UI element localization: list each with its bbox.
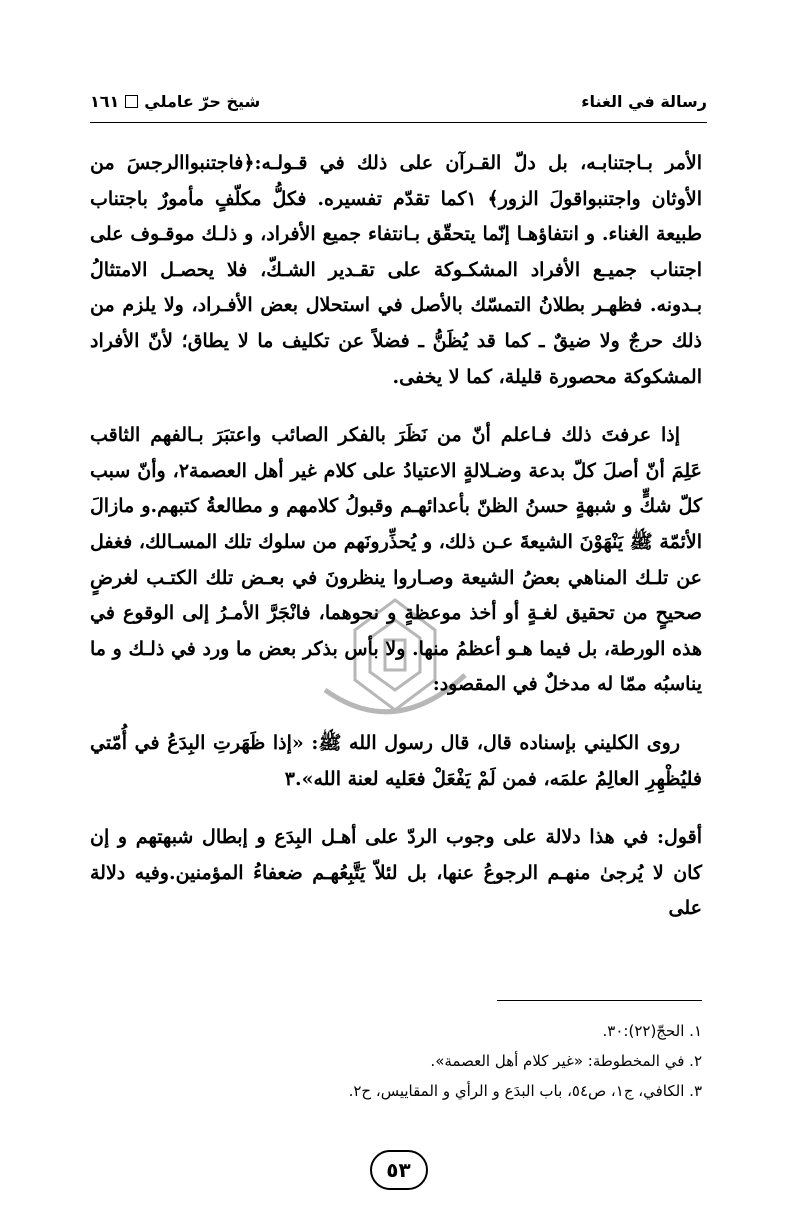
footnote-3: ٣. الكافي، ج١، ص٥٤، باب البدَع و الرأي و المقاييس، ح٢. xyxy=(348,1082,702,1100)
square-ornament-icon xyxy=(125,95,138,108)
footnote-2: ٢. في المخطوطة: «غير كلام أهل العصمة». xyxy=(430,1052,702,1070)
paragraph-3-hadith: روى الكليني بإسناده قال، قال رسول الله ﷺ: «إذا ظَهَرتِ البِدَعُ في أُمّتي فليُظْهِرِ العالِمُ علمَه، فمن لَمْ يَفْعَلْ فعَليه لعنة الله».٣ xyxy=(90,731,702,790)
page-number-wrap xyxy=(0,1150,797,1190)
footnotes xyxy=(90,1016,702,1106)
header-author-name: شيخ حرّ عاملي xyxy=(144,92,261,111)
header-title: رسالة في الغناء xyxy=(581,92,707,111)
running-header xyxy=(90,92,707,122)
paragraph-1: الأمر بـاجتنابـه، بل دلّ القـرآن على ذلك في قـولـه:﴿فاجتنبواالرجسَ من الأوثان واجتنبواقولَ الزور﴾ ١كما تقدّم تفسيره. فكلُّ مكلّفٍ مأمورٌ باجتناب طبيعة الغناء. و انتفاؤهـا إنّما يتحقّق بـانتفاء جميع الأفراد، و ذلـك موقـوف على اجتناب جميـع الأفراد المشكـوكة على تقـدير الشـكّ، فلا يحصـل الامتثالُ بـدونه. فظهـر بطلانُ التمسّك بالأصل في استحلال بعض الأفـراد، ولا يلزم من ذلك حرجٌ ولا ضيقٌ ـ كما قد يُظَنُّ ـ فضلاً عن تكليف ما لا يطاق؛ لأنّ الأفراد المشكوكة محصورة قليلة، كما لا يخفى. xyxy=(90,152,702,388)
page-number: ٥٣ xyxy=(370,1150,428,1190)
footnote-1: ١. الحجّ(٢٢):٣٠. xyxy=(602,1022,702,1040)
main-text xyxy=(90,146,702,950)
header-page-ref: ١٦١ xyxy=(90,92,120,111)
header-divider xyxy=(90,122,707,123)
footnote-divider xyxy=(497,1000,702,1001)
header-author xyxy=(90,92,260,111)
paragraph-4: أقول: في هذا دلالة على وجوب الردّ على أهـل البِدَع و إبطال شبهتهم و إن كان لا يُرجىٰ منهـم الرجوعُ عنها، بل لئلاّ يَتَّبِعُهـم ضعفاءُ المؤمنين.وفيه دلالة على xyxy=(90,826,702,920)
paragraph-2: إذا عرفتَ ذلك فـاعلم أنّ من نَظَرَ بالفكر الصائب واعتبَرَ بـالفهم الثاقب عَلِمَ أنّ أصلَ كلّ بدعة وضـلالةٍ الاعتيادُ على كلام غير أهل العصمة٢، وأنّ سبب كلّ شكٍّ و شبهةٍ حسنُ الظنّ بأعدائهـم وقبولُ كلامهم و مطالعةُ كتبهم.و مازالَ الأئمّة ﷺ يَنْهَوْنَ الشيعةَ عـن ذلك، و يُحذِّرونَهم من سلوك تلك المسـالك، فغفل عن تلـك المناهي بعضُ الشيعة وصـاروا ينظرونَ في بعـض تلك الكتـب لغرضٍ صحيحٍ من تحقيق لغـةٍ أو أخذ موعظةٍ و نحوهما، فانْجَرَّ الأمـرُ إلى الوقوع في هذه الورطة، بل فيما هـو أعظمُ منها. ولا بأس بذكر بعض ما ورد في ذلـك و ما يناسبُه ممّا له مدخلٌ في المقصود: xyxy=(90,424,702,696)
